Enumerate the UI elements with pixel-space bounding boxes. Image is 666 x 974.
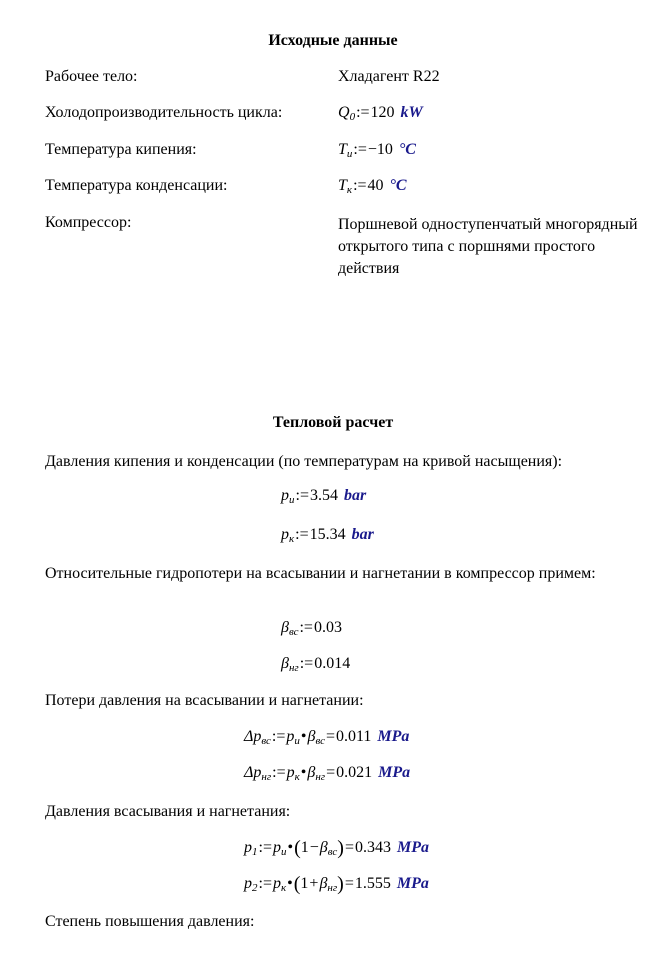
paren-close: ): [337, 837, 344, 859]
eq-a-sub: и: [280, 846, 287, 858]
eq-equals: =: [344, 875, 354, 892]
eq-num: 0.021: [336, 764, 373, 781]
eq-num: 0.03: [313, 619, 342, 636]
eq-num: 0.014: [314, 655, 351, 672]
eq-unit: MPa: [377, 728, 410, 745]
eq-b-sub: нг: [315, 771, 326, 783]
eq-equals: =: [326, 764, 336, 781]
eq-b: β: [307, 764, 316, 781]
eq-sub: нг: [261, 771, 272, 783]
eq-dp-suction: [244, 728, 409, 747]
eq-sub: 1: [252, 846, 258, 858]
paragraph-suction-discharge: Давления всасывания и нагнетания:: [45, 803, 291, 820]
eq-sign: −: [309, 839, 319, 856]
eq-sub: 2: [252, 882, 258, 894]
eq-mul: •: [287, 839, 294, 856]
eq-num: 120: [370, 104, 395, 121]
eq-op: :=: [353, 141, 367, 158]
eq-num: 0.011: [336, 728, 372, 745]
eq-sub: вс: [261, 735, 271, 747]
eq-op: :=: [272, 764, 286, 781]
eq-p1: [244, 837, 429, 860]
eq-num: 3.54: [309, 487, 338, 504]
paragraph-pressures: Давления кипения и конденсации (по температурам на кривой насыщения):: [45, 453, 563, 470]
paren-open: (: [293, 873, 301, 895]
eq-op: :=: [295, 526, 309, 543]
eq-unit: MPa: [378, 764, 411, 781]
eq-p-condensation: [281, 526, 374, 545]
eq-one: 1: [300, 839, 309, 856]
eq-op: :=: [295, 487, 309, 504]
eq-op: :=: [353, 177, 367, 194]
eq-a: p: [286, 764, 295, 781]
eq-equals: =: [344, 839, 354, 856]
eq-sub: и: [289, 494, 295, 506]
eq-a-sub: к: [294, 771, 300, 783]
eq-b-sub: вс: [315, 735, 325, 747]
eq-b: β: [307, 728, 316, 745]
eq-sub: 0: [349, 111, 356, 123]
value-working-fluid: Хладагент R22: [338, 68, 440, 85]
eq-sub: к: [346, 184, 353, 196]
eq-beta-discharge: [281, 655, 350, 674]
label-compressor: Компрессор:: [45, 214, 132, 231]
eq-sub: к: [289, 533, 295, 545]
eq-equals: =: [325, 728, 335, 745]
paragraph-pressure-ratio: Степень повышения давления:: [45, 913, 255, 930]
eq-op: :=: [356, 104, 370, 121]
eq-op: :=: [258, 839, 272, 856]
eq-dp-discharge: [244, 764, 410, 783]
eq-var: Δp: [244, 764, 262, 781]
label-working-fluid: Рабочее тело:: [45, 68, 138, 85]
eq-mul: •: [287, 875, 293, 892]
eq-one: 1: [300, 875, 309, 892]
eq-var: Δp: [244, 728, 262, 745]
eq-op: :=: [299, 655, 314, 672]
eq-boiling-temp: [338, 141, 416, 160]
label-cooling-capacity: Холодопроизводительность цикла:: [45, 104, 283, 121]
eq-var: T: [338, 177, 347, 194]
eq-var: Q: [338, 104, 350, 121]
eq-unit: °C: [389, 177, 407, 194]
eq-mul: •: [300, 764, 307, 781]
eq-num: 1.555: [354, 875, 391, 892]
eq-sub: и: [346, 148, 353, 160]
eq-num: −10: [367, 141, 393, 158]
eq-p2: [244, 873, 429, 896]
eq-var: β: [281, 619, 289, 636]
eq-unit: MPa: [396, 875, 429, 892]
eq-b: β: [319, 839, 328, 856]
eq-unit: °C: [398, 141, 416, 158]
eq-num: 15.34: [309, 526, 346, 543]
eq-sub: вс: [288, 626, 299, 638]
eq-var: T: [338, 141, 347, 158]
eq-var: p: [244, 875, 252, 892]
eq-b-sub: вс: [327, 846, 338, 858]
eq-p-boiling: [281, 487, 366, 506]
eq-a-sub: к: [280, 882, 287, 894]
eq-op: :=: [299, 619, 313, 636]
eq-var: p: [281, 526, 289, 543]
eq-op: :=: [271, 728, 286, 745]
section-title-thermal: Тепловой расчет: [272, 414, 394, 431]
eq-var: β: [281, 655, 289, 672]
label-condensation-temp: Температура конденсации:: [45, 177, 228, 194]
eq-unit: bar: [351, 526, 374, 543]
eq-unit: MPa: [396, 839, 429, 856]
eq-mul: •: [300, 728, 307, 745]
eq-a: p: [272, 839, 281, 856]
eq-num: 40: [367, 177, 384, 194]
eq-unit: kW: [400, 104, 423, 121]
eq-b-sub: нг: [327, 882, 338, 894]
eq-beta-suction: [281, 619, 342, 638]
paren-close: ): [337, 873, 344, 895]
eq-sign: +: [309, 875, 319, 892]
eq-a-sub: и: [294, 735, 300, 747]
eq-condensation-temp: [338, 177, 407, 196]
paren-open: (: [294, 837, 301, 859]
paragraph-hydro-losses: Относительные гидропотери на всасывании и нагнетании в компрессор примем:: [45, 565, 596, 582]
eq-num: 0.343: [354, 839, 391, 856]
eq-var: p: [244, 839, 252, 856]
eq-b: β: [319, 875, 328, 892]
eq-unit: bar: [343, 487, 367, 504]
eq-a: p: [272, 875, 281, 892]
eq-cooling-capacity: [338, 104, 423, 123]
paragraph-pressure-losses: Потери давления на всасывании и нагнетании:: [45, 692, 364, 709]
eq-op: :=: [258, 875, 272, 892]
eq-var: p: [281, 487, 289, 504]
section-title-initial: Исходные данные: [268, 32, 398, 49]
value-compressor: Поршневой одноступенчатый многорядный открытого типа с поршнями простого действия: [338, 216, 638, 277]
label-boiling-temp: Температура кипения:: [45, 141, 197, 158]
eq-sub: нг: [288, 662, 299, 674]
eq-a: p: [286, 728, 295, 745]
